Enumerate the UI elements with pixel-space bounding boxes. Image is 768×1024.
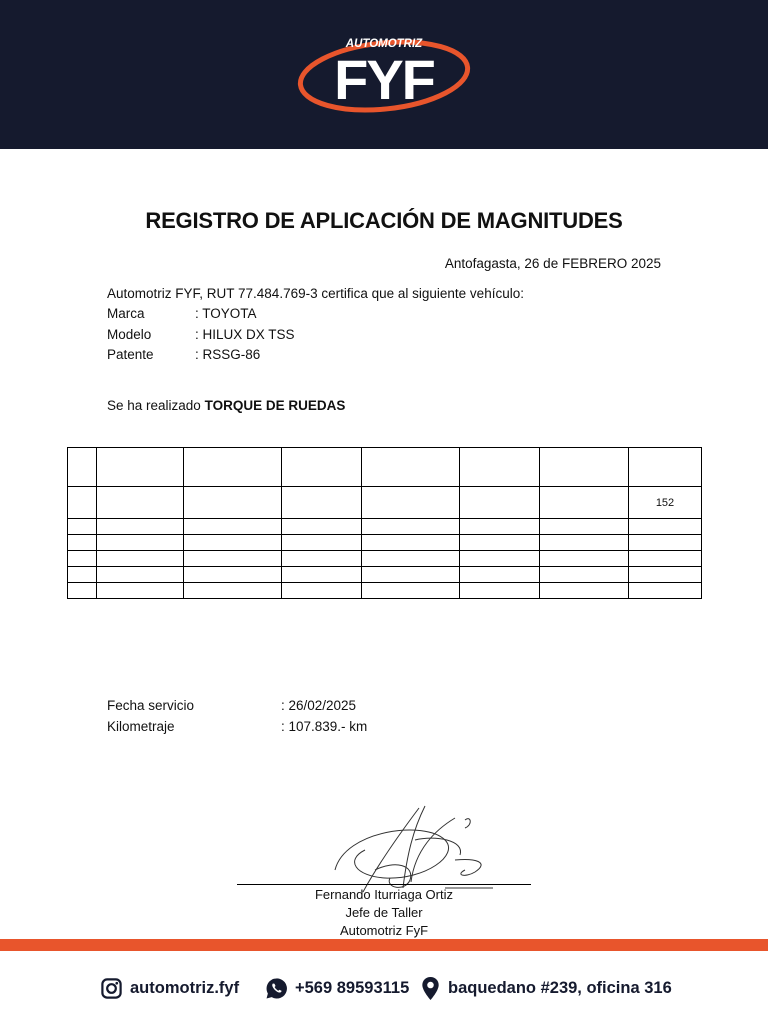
document-title: REGISTRO DE APLICACIÓN DE MAGNITUDES — [145, 208, 623, 233]
fyf-logo — [296, 30, 472, 116]
signature-line — [237, 884, 531, 885]
address-text: baquedano #239, oficina 316 — [448, 978, 672, 997]
service-prefix: Se ha realizado — [107, 398, 205, 413]
plate-label: Patente — [107, 347, 154, 362]
mileage-label: Kilometraje — [107, 719, 175, 734]
footer-accent-bar — [0, 939, 768, 951]
certification-intro: Automotriz FYF, RUT 77.484.769-3 certifica que al siguiente vehículo: — [107, 286, 524, 301]
service-date-value: : 26/02/2025 — [281, 698, 357, 713]
service-date-label: Fecha servicio — [107, 698, 195, 713]
table-row — [68, 519, 702, 535]
brand-label: Marca — [107, 306, 145, 321]
table-row — [68, 535, 702, 551]
place-date: Antofagasta, 26 de FEBRERO 2025 — [444, 256, 661, 271]
model-label: Modelo — [107, 327, 152, 342]
instagram-handle: automotriz.fyf — [130, 978, 240, 997]
instagram-icon — [100, 977, 123, 1000]
handwritten-signature — [315, 800, 515, 895]
mileage-value: : 107.839.- km — [281, 719, 368, 734]
location-pin-icon — [420, 976, 441, 1001]
signer-role: Jefe de Taller — [345, 905, 423, 920]
signer-name: Fernando Iturriaga Ortiz — [314, 887, 453, 902]
logo-main-text: FYF — [334, 48, 434, 111]
model-value: : HILUX DX TSS — [195, 327, 295, 342]
plate-value: : RSSG-86 — [195, 347, 261, 362]
brand-value: : TOYOTA — [195, 306, 257, 321]
table-row — [68, 551, 702, 567]
table-row — [68, 567, 702, 583]
service-name: TORQUE DE RUEDAS — [204, 398, 346, 413]
table-row — [68, 583, 702, 599]
footer-instagram — [100, 973, 239, 1003]
torque-table — [67, 447, 702, 599]
service-performed — [107, 398, 345, 414]
table-row — [68, 487, 702, 519]
table-header-row — [68, 448, 702, 487]
footer-phone — [265, 973, 409, 1003]
whatsapp-icon — [265, 977, 288, 1000]
logo-top-text: AUTOMOTRIZ — [345, 38, 423, 50]
footer-address — [420, 973, 672, 1003]
phone-number: +569 89593115 — [295, 978, 410, 997]
header-banner — [0, 0, 768, 149]
torque-value-cell: 152 — [629, 487, 702, 519]
signer-company: Automotriz FyF — [339, 923, 429, 938]
